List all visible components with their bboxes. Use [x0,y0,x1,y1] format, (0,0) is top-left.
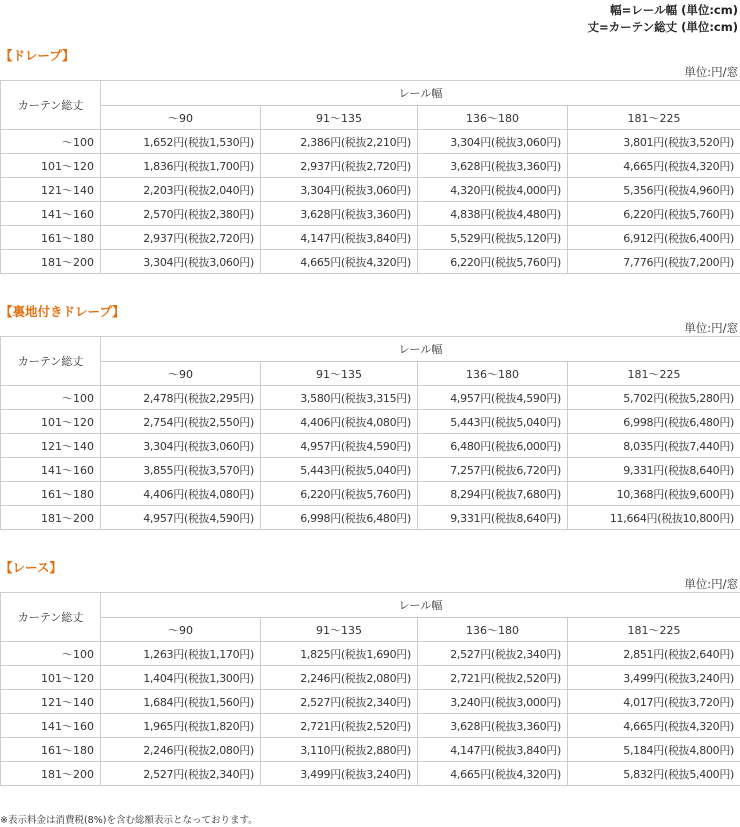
length-cell: 101～120 [1,410,101,434]
price-cell: 11,664円(税抜10,800円) [568,506,740,530]
price-cell: 4,147円(税抜3,840円) [418,738,568,762]
row-header: カーテン総丈 [1,81,101,130]
price-cell: 6,912円(税抜6,400円) [568,226,740,250]
length-cell: 141～160 [1,458,101,482]
price-cell: 3,110円(税抜2,880円) [261,738,418,762]
price-cell: 2,246円(税抜2,080円) [101,738,261,762]
price-table [0,80,740,274]
price-cell: 10,368円(税抜9,600円) [568,482,740,506]
price-cell: 3,240円(税抜3,000円) [418,690,568,714]
price-cell: 6,220円(税抜5,760円) [568,202,740,226]
price-cell: 4,957円(税抜4,590円) [261,434,418,458]
price-cell: 5,356円(税抜4,960円) [568,178,740,202]
unit-label: 単位:円/窓 [684,65,738,79]
price-cell: 3,304円(税抜3,060円) [101,250,261,274]
price-cell: 2,937円(税抜2,720円) [101,226,261,250]
price-cell: 3,801円(税抜3,520円) [568,130,740,154]
price-cell: 2,203円(税抜2,040円) [101,178,261,202]
table-row [1,714,740,738]
length-cell: 181～200 [1,762,101,786]
price-cell: 2,246円(税抜2,080円) [261,666,418,690]
width-column-header: 181～225 [568,106,740,130]
price-cell: 4,665円(税抜4,320円) [568,714,740,738]
price-cell: 3,580円(税抜3,315円) [261,386,418,410]
price-cell: 4,320円(税抜4,000円) [418,178,568,202]
price-cell: 8,294円(税抜7,680円) [418,482,568,506]
table-row [1,178,740,202]
price-cell: 2,570円(税抜2,380円) [101,202,261,226]
width-column-header: ～90 [101,618,261,642]
price-cell: 2,851円(税抜2,640円) [568,642,740,666]
price-cell: 8,035円(税抜7,440円) [568,434,740,458]
unit-legend [588,2,738,36]
price-cell: 6,998円(税抜6,480円) [568,410,740,434]
column-group-header: レール幅 [101,337,740,362]
price-cell: 4,665円(税抜4,320円) [568,154,740,178]
length-cell: ～100 [1,130,101,154]
column-group-header: レール幅 [101,81,740,106]
table-row [1,130,740,154]
price-cell: 2,527円(税抜2,340円) [101,762,261,786]
width-column-header: 181～225 [568,362,740,386]
length-cell: 161～180 [1,226,101,250]
price-cell: 4,147円(税抜3,840円) [261,226,418,250]
length-cell: ～100 [1,386,101,410]
price-cell: 1,652円(税抜1,530円) [101,130,261,154]
price-cell: 7,257円(税抜6,720円) [418,458,568,482]
price-cell: 4,665円(税抜4,320円) [261,250,418,274]
price-cell: 5,529円(税抜5,120円) [418,226,568,250]
unit-label: 単位:円/窓 [684,321,738,335]
width-column-header: 91～135 [261,106,418,130]
price-cell: 2,478円(税抜2,295円) [101,386,261,410]
price-cell: 3,628円(税抜3,360円) [418,154,568,178]
price-cell: 4,406円(税抜4,080円) [261,410,418,434]
price-cell: 1,965円(税抜1,820円) [101,714,261,738]
table-row [1,458,740,482]
table-row [1,738,740,762]
price-cell: 5,702円(税抜5,280円) [568,386,740,410]
price-cell: 6,220円(税抜5,760円) [418,250,568,274]
price-cell: 3,855円(税抜3,570円) [101,458,261,482]
price-cell: 3,304円(税抜3,060円) [261,178,418,202]
length-cell: 101～120 [1,154,101,178]
price-cell: 4,665円(税抜4,320円) [418,762,568,786]
length-cell: 161～180 [1,482,101,506]
section-title: 【レース】 [0,560,62,575]
price-cell: 9,331円(税抜8,640円) [568,458,740,482]
price-cell: 4,017円(税抜3,720円) [568,690,740,714]
price-cell: 1,684円(税抜1,560円) [101,690,261,714]
price-table [0,592,740,786]
price-cell: 3,499円(税抜3,240円) [261,762,418,786]
tax-footnote: ※表示料金は消費税(8%)を含む総額表示となっております。 [0,815,258,826]
price-cell: 1,404円(税抜1,300円) [101,666,261,690]
table-row [1,434,740,458]
width-column-header: 136～180 [418,106,568,130]
price-cell: 2,527円(税抜2,340円) [418,642,568,666]
price-cell: 7,776円(税抜7,200円) [568,250,740,274]
price-cell: 3,304円(税抜3,060円) [418,130,568,154]
price-cell: 2,721円(税抜2,520円) [418,666,568,690]
length-cell: 121～140 [1,434,101,458]
price-cell: 2,386円(税抜2,210円) [261,130,418,154]
price-cell: 6,998円(税抜6,480円) [261,506,418,530]
price-cell: 4,957円(税抜4,590円) [101,506,261,530]
length-cell: 101～120 [1,666,101,690]
length-cell: ～100 [1,642,101,666]
legend-length: 丈=カーテン総丈 (単位:cm) [587,20,738,34]
legend-width: 幅=レール幅 (単位:cm) [610,3,738,17]
table-row [1,666,740,690]
price-cell: 2,527円(税抜2,340円) [261,690,418,714]
table-row [1,506,740,530]
table-row [1,154,740,178]
price-cell: 2,937円(税抜2,720円) [261,154,418,178]
width-column-header: 136～180 [418,618,568,642]
price-cell: 4,957円(税抜4,590円) [418,386,568,410]
length-cell: 161～180 [1,738,101,762]
price-cell: 5,832円(税抜5,400円) [568,762,740,786]
table-row [1,226,740,250]
price-cell: 3,628円(税抜3,360円) [418,714,568,738]
length-cell: 141～160 [1,202,101,226]
price-cell: 5,443円(税抜5,040円) [261,458,418,482]
price-cell: 2,754円(税抜2,550円) [101,410,261,434]
price-cell: 1,825円(税抜1,690円) [261,642,418,666]
table-row [1,250,740,274]
length-cell: 181～200 [1,506,101,530]
table-row [1,482,740,506]
price-cell: 2,721円(税抜2,520円) [261,714,418,738]
row-header: カーテン総丈 [1,337,101,386]
section-title: 【ドレープ】 [0,48,75,63]
table-row [1,690,740,714]
price-cell: 5,184円(税抜4,800円) [568,738,740,762]
price-cell: 6,480円(税抜6,000円) [418,434,568,458]
length-cell: 121～140 [1,178,101,202]
price-table [0,336,740,530]
table-row [1,386,740,410]
section-title: 【裏地付きドレープ】 [0,304,125,319]
length-cell: 121～140 [1,690,101,714]
price-cell: 4,838円(税抜4,480円) [418,202,568,226]
length-cell: 181～200 [1,250,101,274]
price-cell: 4,406円(税抜4,080円) [101,482,261,506]
price-cell: 3,499円(税抜3,240円) [568,666,740,690]
table-row [1,762,740,786]
length-cell: 141～160 [1,714,101,738]
price-cell: 3,304円(税抜3,060円) [101,434,261,458]
column-group-header: レール幅 [101,593,740,618]
width-column-header: 91～135 [261,362,418,386]
price-cell: 1,263円(税抜1,170円) [101,642,261,666]
width-column-header: 136～180 [418,362,568,386]
table-row [1,202,740,226]
table-row [1,410,740,434]
price-cell: 9,331円(税抜8,640円) [418,506,568,530]
width-column-header: 181～225 [568,618,740,642]
price-cell: 1,836円(税抜1,700円) [101,154,261,178]
width-column-header: ～90 [101,106,261,130]
row-header: カーテン総丈 [1,593,101,642]
width-column-header: 91～135 [261,618,418,642]
price-cell: 3,628円(税抜3,360円) [261,202,418,226]
unit-label: 単位:円/窓 [684,577,738,591]
price-cell: 5,443円(税抜5,040円) [418,410,568,434]
table-row [1,642,740,666]
price-cell: 6,220円(税抜5,760円) [261,482,418,506]
width-column-header: ～90 [101,362,261,386]
